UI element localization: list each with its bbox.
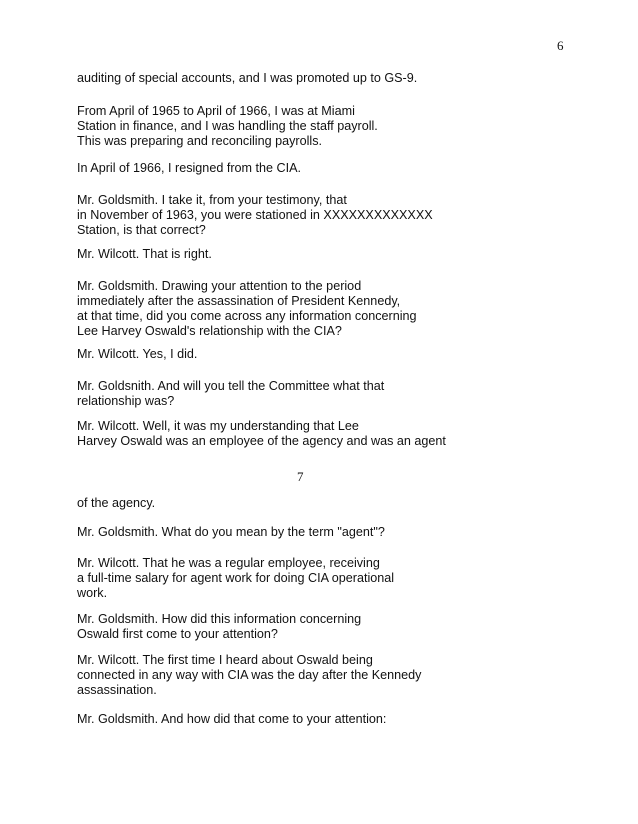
- paragraph-15: [77, 712, 597, 727]
- paragraph-14: [77, 653, 597, 698]
- paragraph-11: [77, 525, 597, 540]
- paragraph-8: [77, 379, 597, 409]
- text-line: Mr. Wilcott. Yes, I did.: [77, 347, 198, 361]
- text-line: Mr. Goldsmith. What do you mean by the term "agent"?: [77, 525, 385, 539]
- text-line: connected in any way with CIA was the day after the Kennedy: [77, 668, 422, 682]
- paragraph-4: [77, 193, 597, 238]
- text-line: work.: [77, 586, 108, 600]
- paragraph-3: [77, 161, 597, 176]
- text-line: Mr. Goldsmith. And how did that come to your attention:: [77, 712, 387, 726]
- text-line: Mr. Goldsmith. Drawing your attention to the period: [77, 279, 362, 293]
- text-line: assassination.: [77, 683, 157, 697]
- text-line: relationship was?: [77, 394, 175, 408]
- text-line: Mr. Goldsmith. How did this information concerning: [77, 612, 362, 626]
- paragraph-13: [77, 612, 597, 642]
- paragraph-2: [77, 104, 597, 149]
- text-line: In April of 1966, I resigned from the CIA.: [77, 161, 302, 175]
- paragraph-9: [77, 419, 597, 449]
- text-line: Harvey Oswald was an employee of the agency and was an agent: [77, 434, 446, 448]
- text-line: of the agency.: [77, 496, 156, 510]
- text-line: Station in finance, and I was handling the staff payroll.: [77, 119, 378, 133]
- paragraph-10: [77, 496, 597, 511]
- text-line: auditing of special accounts, and I was promoted up to GS-9.: [77, 71, 418, 85]
- paragraph-6: [77, 279, 597, 339]
- text-line: Mr. Wilcott. Well, it was my understanding that Lee: [77, 419, 359, 433]
- text-line: Mr. Wilcott. The first time I heard about Oswald being: [77, 653, 373, 667]
- text-line: Mr. Goldsmith. I take it, from your testimony, that: [77, 193, 347, 207]
- text-line: a full-time salary for agent work for doing CIA operational: [77, 571, 395, 585]
- page-number-middle: 7: [297, 469, 304, 484]
- paragraph-5: [77, 247, 597, 262]
- text-line: This was preparing and reconciling payrolls.: [77, 134, 323, 148]
- text-line: Mr. Goldsnith. And will you tell the Committee what that: [77, 379, 385, 393]
- text-line: From April of 1965 to April of 1966, I was at Miami: [77, 104, 355, 118]
- text-line: immediately after the assassination of President Kennedy,: [77, 294, 401, 308]
- text-line: Mr. Wilcott. That is right.: [77, 247, 212, 261]
- text-line: Lee Harvey Oswald's relationship with the CIA?: [77, 324, 342, 338]
- text-line: Mr. Wilcott. That he was a regular employee, receiving: [77, 556, 380, 570]
- paragraph-7: [77, 347, 597, 362]
- paragraph-12: [77, 556, 597, 601]
- page-number-top: 6: [557, 38, 564, 53]
- text-line: in November of 1963, you were stationed in XXXXXXXXXXXXX: [77, 208, 433, 222]
- paragraph-1: [77, 71, 597, 86]
- text-line: Station, is that correct?: [77, 223, 206, 237]
- text-line: at that time, did you come across any information concerning: [77, 309, 417, 323]
- text-line: Oswald first come to your attention?: [77, 627, 278, 641]
